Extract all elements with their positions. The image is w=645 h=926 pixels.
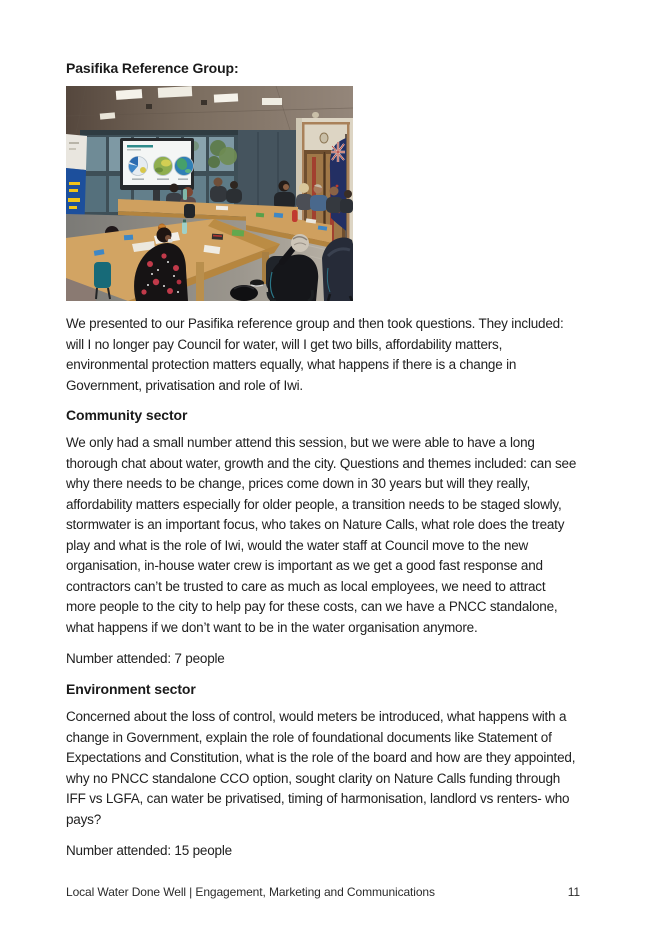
attendance-environment: Number attended: 15 people [66,843,232,858]
section-heading-pasifika: Pasifika Reference Group: [66,60,239,76]
paragraph-environment: Concerned about the loss of control, would meters be introduced, what happens with a change in Government, explain the role of foundational documents like Statement of Expectations and Constitution, what is the role of the board and how are they appointed, why no PNCC standalone CCO option, sought clarity on Nature Calls funding through IFF vs LGFA, can water be privatised, timing of harmonisation, landlord vs renters- who pays? [66,709,576,827]
meeting-photo-container [66,86,578,301]
page-footer [66,885,580,899]
paragraph-pasifika: We presented to our Pasifika reference group and then took questions. They included: will I no longer pay Council for water, will I get two bills, affordability matters, environmental protection matters equally, what happens if there is a change in Government, privatisation and role of Iwi. [66,316,564,393]
photo-bag [184,204,195,218]
paragraph-community: We only had a small number attend this session, but we were able to have a long thorough chat about water, growth and the city. Questions and themes included: can see why there needs to be change, prices come down in 30 years but will they really, affordability matters especially for older people, a transition needs to be staged slowly, stormwater is an important focus, who takes on Nature Calls, what role does the treaty play and what is the role of Iwi, would the water staff at Council move to the new organisation, in-house water crew is important as we get a good fast response and contractors can’t be trusted to care as much as local employees, we need to attract more people to the city to help pay for these costs, can we have a PNCC standalone, what happens if we don’t want to be in the water organisation anymore. [66,435,577,635]
section-heading-community: Community sector [66,407,188,423]
footer-title: Local Water Done Well | Engagement, Marketing and Communications [66,885,435,899]
meeting-photo [66,86,353,301]
page-number: 11 [567,885,580,899]
attendance-community: Number attended: 7 people [66,651,225,666]
section-heading-environment: Environment sector [66,681,196,697]
document-body [66,60,578,873]
